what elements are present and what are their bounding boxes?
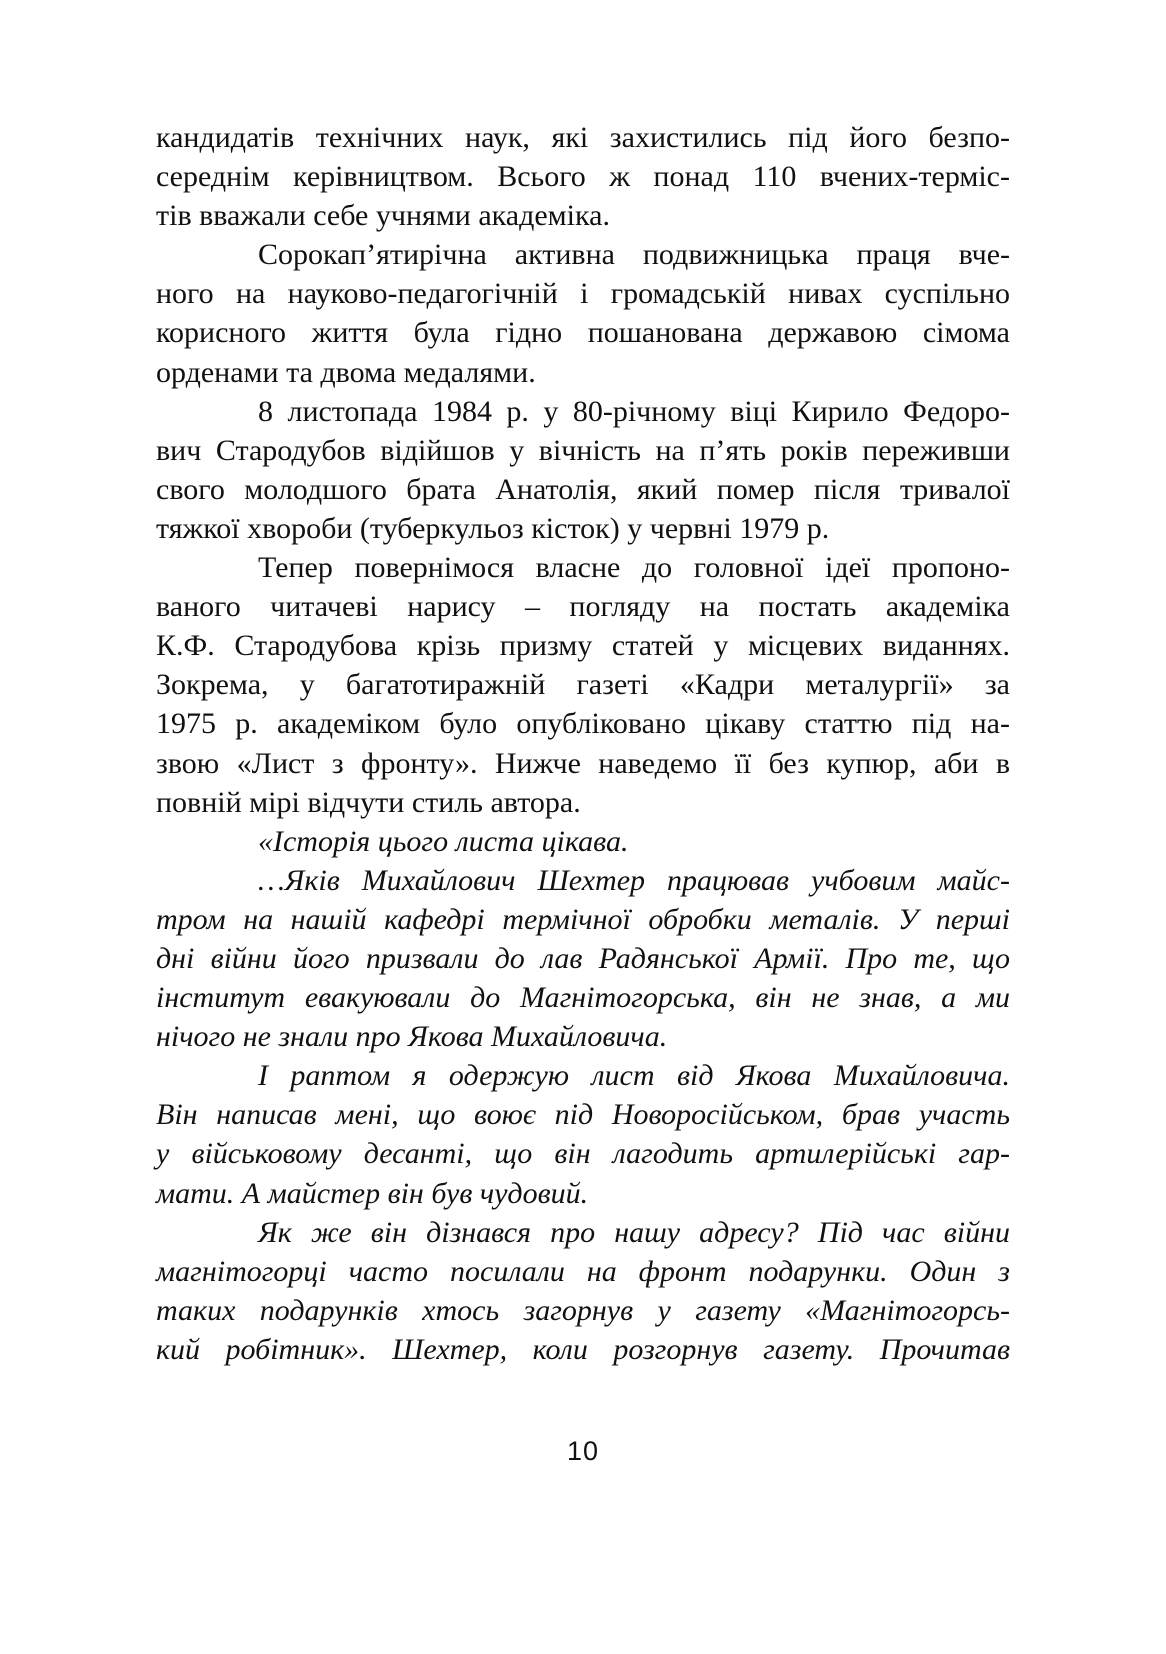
quote-line: мати. А майстер він був чудовий. — [156, 1176, 589, 1210]
text-line: 1975 р. академіком було опубліковано цікаву статтю під на- — [156, 707, 1010, 741]
quote-line: кий робітник». Шехтер, коли розгорнув газету. Прочитав — [156, 1332, 1010, 1366]
text-line: Тепер повернімося власне до головної ідеї пропоно- — [258, 551, 1010, 585]
text-line: ваного читачеві нарису – погляду на постать академіка — [156, 590, 1010, 624]
text-line: К.Ф. Стародубова крізь призму статей у місцевих виданнях. — [156, 629, 1010, 663]
text-line: середнім керівництвом. Всього ж понад 110 вчених-терміс- — [156, 160, 1010, 194]
text-line: Зокрема, у багатотиражній газеті «Кадри металургії» за — [156, 668, 1010, 702]
quote-line: тром на нашій кафедрі термічної обробки металів. У перші — [156, 902, 1010, 936]
quote-line: І раптом я одержую лист від Якова Михайловича. — [258, 1059, 1010, 1093]
quote-line: Він написав мені, що воює під Новоросійськом, брав участь — [156, 1098, 1010, 1132]
text-line: повній мірі відчути стиль автора. — [156, 785, 581, 819]
text-line: тяжкої хвороби (туберкульоз кісток) у червні 1979 р. — [156, 511, 830, 545]
quote-line: магнітогорці часто посилали на фронт подарунки. Один з — [156, 1254, 1010, 1288]
quote-line: таких подарунків хтось загорнув у газету «Магнітогорсь- — [156, 1293, 1010, 1327]
body-text — [156, 118, 1010, 1369]
quote-line: інститут евакуювали до Магнітогорська, він не знав, а ми — [156, 981, 1010, 1015]
text-line: тів вважали себе учнями академіка. — [156, 199, 610, 233]
quote-line: дні війни його призвали до лав Радянської Армії. Про те, що — [156, 941, 1010, 975]
text-line: орденами та двома медалями. — [156, 355, 536, 389]
quote-line: у військовому десанті, що він лагодить артилерійські гар- — [156, 1137, 1010, 1171]
quote-line: Як же він дізнався про нашу адресу? Під час війни — [258, 1215, 1010, 1249]
text-line: звою «Лист з фронту». Нижче наведемо її без купюр, аби в — [156, 746, 1010, 780]
quote-line: «Історія цього листа цікава. — [258, 824, 629, 858]
text-line: ного на науково-педагогічній і громадській нивах суспільно — [156, 277, 1010, 311]
page-number: 10 — [566, 1436, 600, 1466]
text-line: Сорокап’ятирічна активна подвижницька праця вче- — [258, 238, 1010, 272]
text-line: вич Стародубов відійшов у вічність на п’ять років переживши — [156, 433, 1010, 467]
text-line: корисного життя була гідно пошанована державою сімома — [156, 316, 1010, 350]
text-line: 8 листопада 1984 р. у 80-річному віці Кирило Федоро- — [258, 394, 1010, 428]
quote-line: …Яків Михайлович Шехтер працював учбовим майс- — [258, 863, 1010, 897]
text-line: свого молодшого брата Анатолія, який помер після тривалої — [156, 472, 1010, 506]
text-line: кандидатів технічних наук, які захистились під його безпо- — [156, 121, 1010, 154]
quote-line: нічого не знали про Якова Михайловича. — [156, 1020, 668, 1054]
